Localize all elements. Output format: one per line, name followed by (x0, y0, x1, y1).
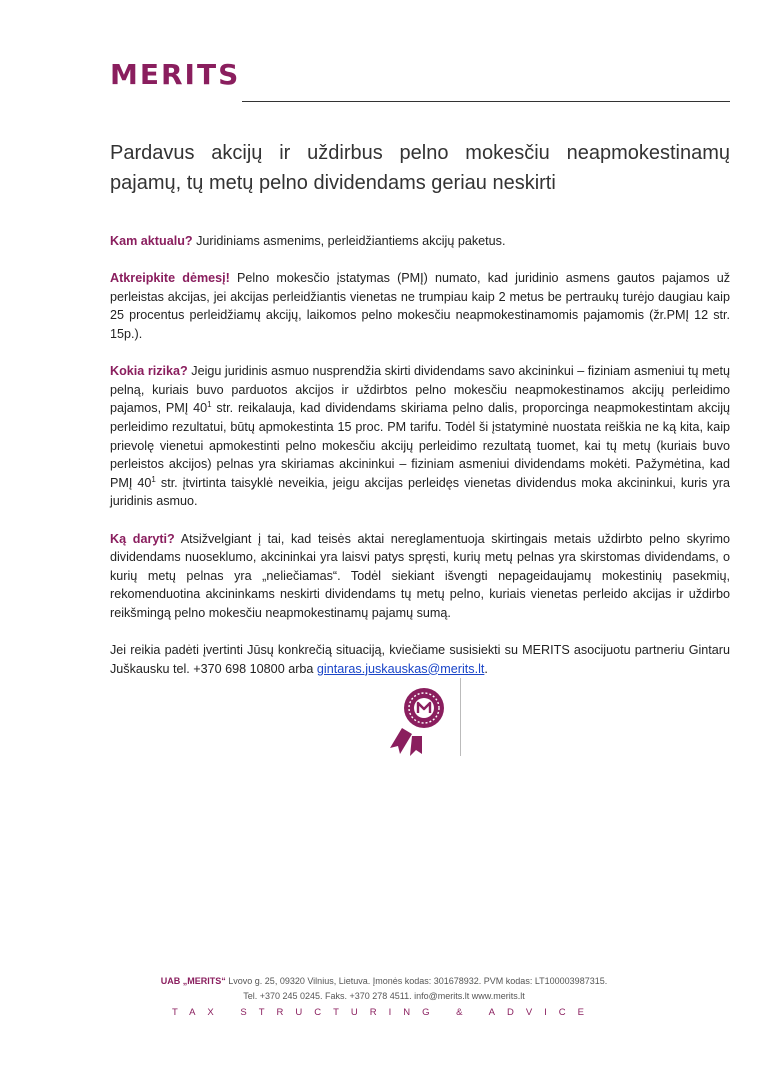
footer-company: UAB „MERITS“ (160, 976, 226, 986)
paragraph-kam-aktualu (110, 232, 730, 251)
header-rule (242, 101, 730, 102)
text-ka-daryti: Atsižvelgiant į tai, kad teisės aktai nereglamentuoja skirtingais metais uždirbto pelno skyrimo dividendams nuoseklumo, akcininkai yra laisvi patys spręsti, kurių metų pelnas yra skirstomas dividendams, o kurių metų pelnas yra „neliečiamas“. Todėl siekiant išvengti nepageidaujamų mokestinių pasekmių, rekomenduotina akcininkams neskirti dividendams tų metų pelno, kuriais vienetas perleido akcijas ir uždirbo reikšmingą pelno mokesčiu neapmokestinamų pajamų sumą. (110, 531, 730, 620)
label-atkreipkite: Atkreipkite dėmesį! (110, 271, 230, 286)
footer-tagline: TAX STRUCTURING & ADVICE (171, 1007, 596, 1018)
text-contact-end: . (484, 661, 488, 676)
footnote-sup-2: 1 (151, 474, 156, 484)
paragraph-contact (110, 641, 730, 678)
label-kokia-rizika: Kokia rizika? (110, 364, 188, 379)
label-kam-aktualu: Kam aktualu? (110, 234, 193, 248)
seal-divider (460, 678, 461, 756)
label-ka-daryti: Ką daryti? (110, 531, 175, 546)
document-body (110, 232, 730, 697)
paragraph-atkreipkite (110, 269, 730, 343)
paragraph-kokia-rizika (110, 362, 730, 511)
text-kam-aktualu: Juridiniams asmenims, perleidžiantiems akcijų paketus. (192, 234, 506, 248)
text-kokia-rizika-3: str. įtvirtinta taisyklė neveikia, jeigu akcijas perleidęs vienetas dividendus moka akcininkui, kuris yra juridinis asmuo. (110, 475, 730, 509)
page-title: Pardavus akcijų ir uždirbus pelno mokesčiu neapmokestinamų pajamų, tų metų pelno dividendams geriau neskirti (110, 142, 730, 194)
footer-address: Lvovo g. 25, 09320 Vilnius, Lietuva. Įmonės kodas: 301678932. PVM kodas: LT100003987315. (225, 976, 608, 986)
paragraph-ka-daryti (110, 530, 730, 623)
page-footer (0, 974, 768, 1020)
rosette-seal-icon (388, 678, 460, 756)
text-atkreipkite: Pelno mokesčio įstatymas (PMĮ) numato, kad juridinio asmens gautos pajamos už perleistas akcijas, jei akcijas perleidžiantis vienetas ne trumpiau kaip 2 metus be pertraukų turėjo daugiau kaip 25 procentus perleidžiamų akcijų, laikomos pelno mokesčiu neapmokestinamomis pajamomis (žr.PMĮ 12 str. 15p.). (110, 271, 731, 341)
brand-logo: MERITS (110, 58, 241, 91)
text-kokia-rizika-1: Jeigu juridinis asmuo nusprendžia skirti dividendams savo akcininkui – fiziniam asmeniui tų metų pelną, kuriais buvo parduotos akcijos ir uždirbtos pelno mokesčiu neapmokestinamos akcijų perleidimo pajamos, PMĮ 40 (110, 364, 730, 416)
footer-address-line (0, 974, 768, 989)
footnote-sup-1: 1 (207, 400, 212, 410)
footer-contacts: Tel. +370 245 0245. Faks. +370 278 4511. info@merits.lt www.merits.lt (243, 991, 525, 1001)
text-kokia-rizika-2: str. reikalauja, kad dividendams skiriama pelno dalis, proporcinga neapmokestintam akcijų perleidimo rezultatui, būtų apmokestinta 15 proc. PM tarifu. Todėl ši įstatyminė nuostata reiškia ne ką kita, kaip prievolę vienetui apmokestinti pelno mokesčiu akcijų perleidimo rezultatą tuomet, kai tų metų (kuriais buvo perleistos akcijos) pelnas yra skiriamas akcininkui – fiziniam asmeniui dividendams mokėti. Pažymėtina, kad PMĮ 40 (110, 401, 731, 490)
text-contact: Jei reikia padėti įvertinti Jūsų konkrečią situaciją, kviečiame susisiekti su MERITS asocijuotu partneriu Gintaru Juškausku tel. +370 698 10800 arba (110, 643, 730, 676)
email-link[interactable]: gintaras.juskauskas@merits.lt (316, 661, 485, 676)
